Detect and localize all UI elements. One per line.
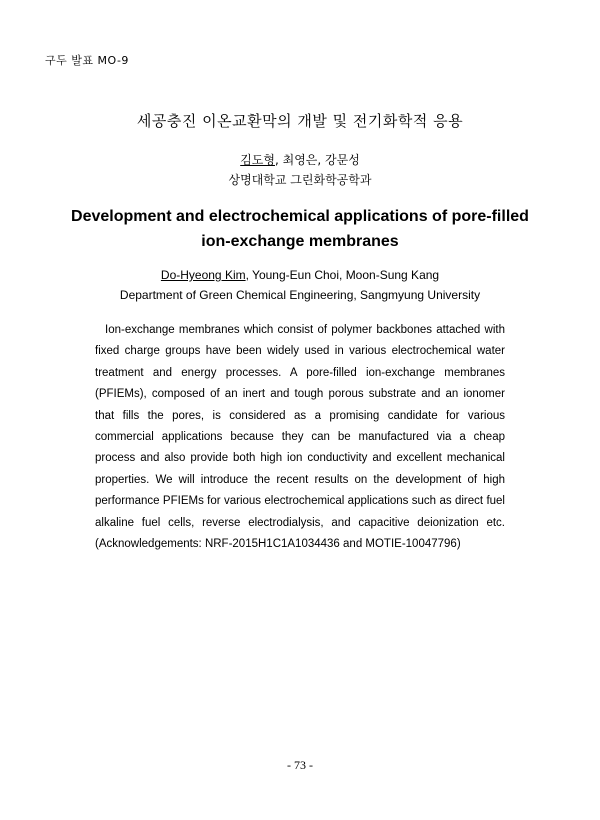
english-authors: [0, 268, 600, 282]
korean-title: 세공충진 이온교환막의 개발 및 전기화학적 응용: [136, 112, 464, 130]
abstract-text: Ion-exchange membranes which consist of polymer backbones attached with fixed charge groups have been widely used in various electrochemical water treatment and energy processes. A pore-filled ion-exchange membranes (PFIEMs), composed of an inert and tough porous substrate and an ionomer that fills the pores, is considered as a promising candidate for various commercial applications because they can be manufactured via a cheap process and also provide both high ion conductivity and excellent mechanical properties. We will introduce the recent results on the development of high performance PFIEMs for various electrochemical applications such as direct fuel alkaline fuel cells, reverse electrodialysis, and capacitive deionization etc. (Acknowledgements: NRF-2015H1C1A1034436 and MOTIE-10047796): [95, 324, 505, 551]
korean-authors: [0, 151, 600, 168]
korean-presenting-author: 김도형: [240, 153, 275, 167]
english-coauthors: , Young-Eun Choi, Moon-Sung Kang: [245, 268, 440, 282]
korean-affiliation: 상명대학교 그린화학공학과: [228, 173, 372, 187]
english-presenting-author: Do-Hyeong Kim: [160, 268, 246, 282]
page-number: - 73 -: [287, 758, 313, 772]
korean-coauthors: , 최영은, 강문성: [274, 153, 360, 167]
session-label: 구두 발표 MO-9: [45, 54, 129, 67]
english-affiliation: Department of Green Chemical Engineering, Sangmyung University: [119, 288, 481, 302]
english-title: Development and electrochemical applications of pore-filled ion-exchange membranes: [71, 208, 529, 250]
